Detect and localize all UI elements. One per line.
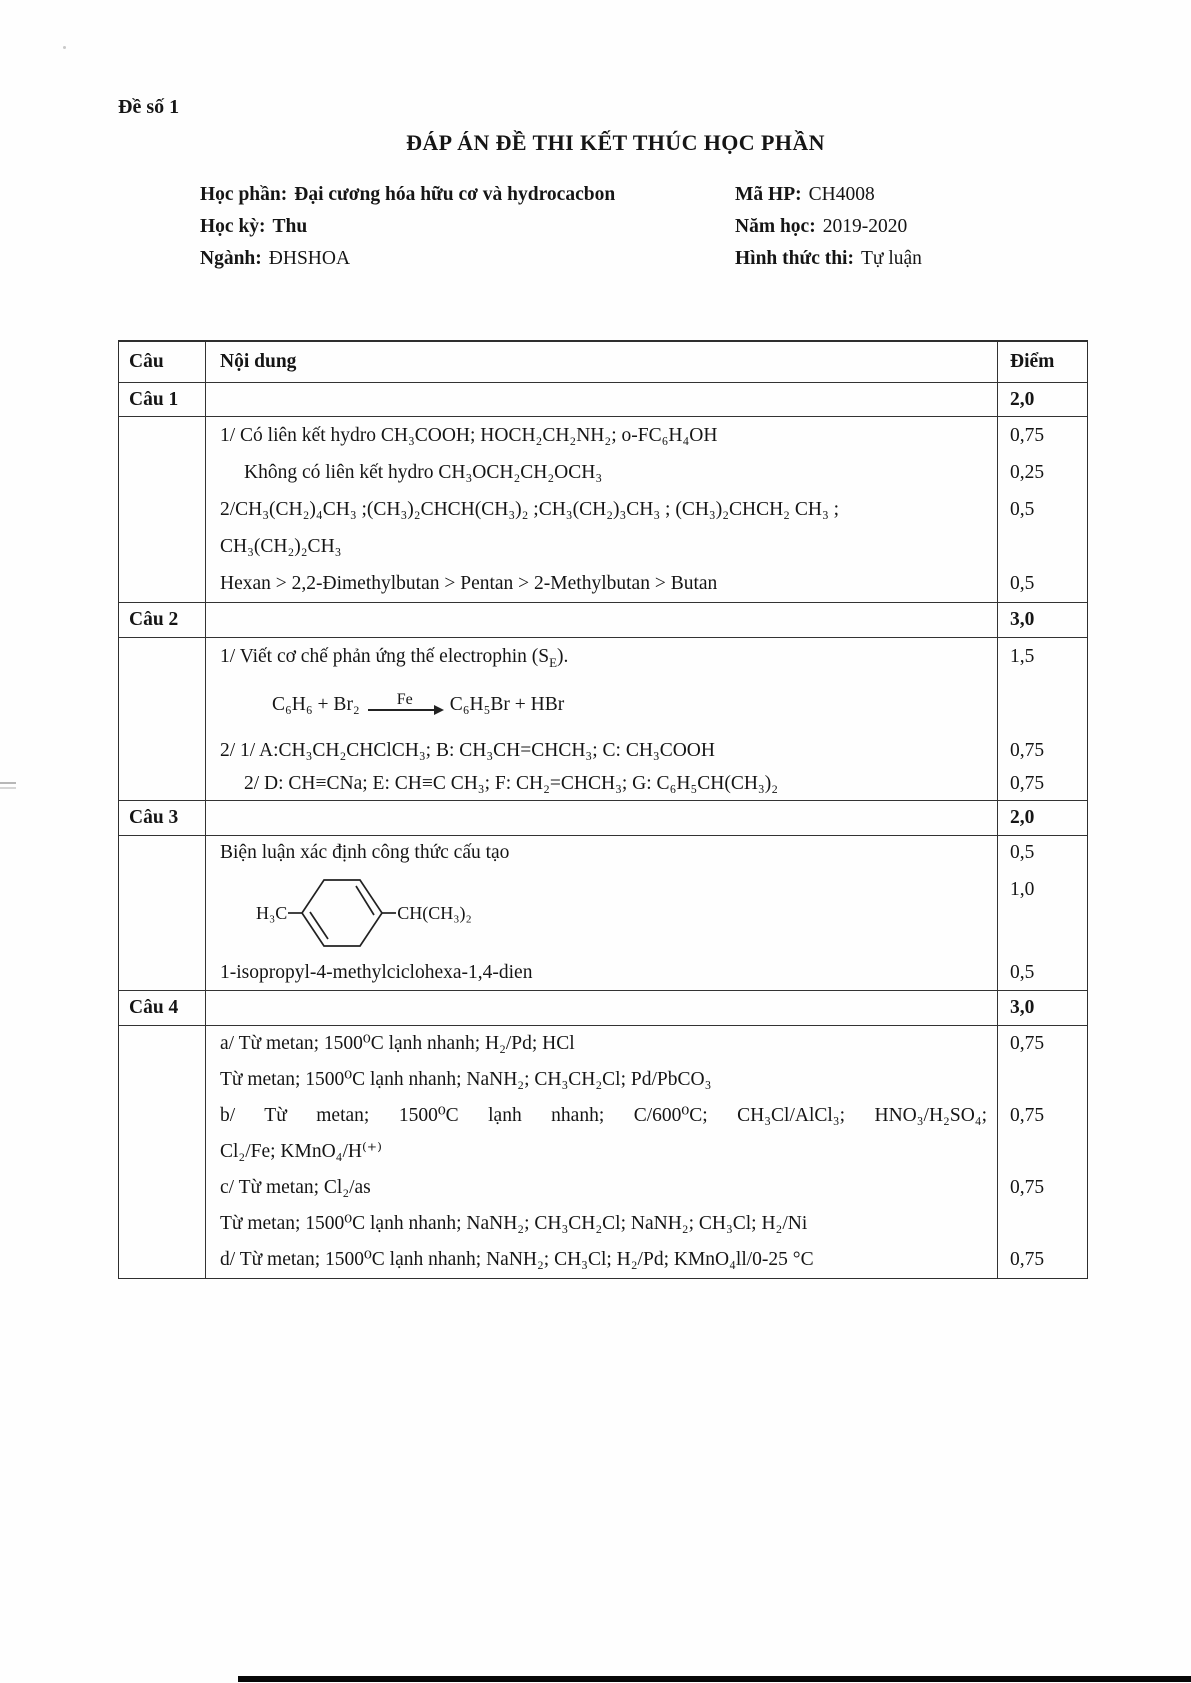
section-label: Câu 3 (129, 807, 179, 828)
answer-content (205, 836, 997, 990)
exam-meta (200, 184, 1100, 280)
answer-line: Cl₂/Fe; KMnO₄/H⁽⁺⁾ (220, 1141, 382, 1162)
content-row-cau2 (119, 637, 1087, 800)
subscript-text: E (549, 654, 558, 670)
reaction-left: C₆H₆ + Br₂ (272, 694, 360, 715)
answer-content (205, 1026, 997, 1278)
answer-line: 2/ D: CH≡CNa; E: CH≡C CH₃; F: CH₂=CHCH₃; G: C₆H₅CH(CH₃)₂ (244, 773, 779, 794)
table-header-row (119, 342, 1087, 382)
meta-label: Hình thức thi: (735, 248, 854, 269)
row-spacer (119, 417, 205, 602)
points-column (997, 417, 1087, 602)
answer-content (205, 638, 997, 800)
content-row-cau4 (119, 1025, 1087, 1278)
scan-artifact (0, 782, 16, 784)
meta-value: Đại cương hóa hữu cơ và hydrocacbon (294, 184, 616, 205)
points-column (997, 638, 1087, 800)
point-value: 0,75 (1010, 1249, 1045, 1270)
meta-hoc-ky (200, 216, 735, 238)
scan-artifact (238, 1676, 1191, 1682)
point-value: 0,75 (1010, 740, 1045, 761)
point-value: 0,5 (1010, 499, 1035, 520)
meta-value: CH4008 (808, 184, 875, 205)
answer-line: CH₃(CH₂)₂CH₃ (220, 536, 342, 557)
points-column (997, 836, 1087, 990)
meta-ma-hp (735, 184, 1100, 206)
answers-table (118, 340, 1088, 1279)
meta-value: Tự luận (860, 248, 922, 269)
section-total-points: 2,0 (997, 383, 1087, 416)
meta-row (200, 216, 1100, 238)
reaction-right: C₆H₅Br + HBr (449, 694, 565, 715)
section-spacer (205, 991, 997, 1025)
section-total-points: 3,0 (997, 603, 1087, 637)
answer-line: Biện luận xác định công thức cấu tạo (220, 842, 510, 863)
answer-line: 2/CH₃(CH₂)₄CH₃ ;(CH₃)₂CHCH(CH₃)₂ ;CH₃(CH₂)₃CH₃ ; (CH₃)₂CHCH₂ CH₃ ; (220, 499, 840, 520)
answer-line: 1-isopropyl-4-methylciclohexa-1,4-dien (220, 962, 533, 983)
column-header-noi-dung: Nội dung (205, 342, 997, 382)
answer-content (205, 417, 997, 602)
row-spacer (119, 1026, 205, 1278)
point-value: 0,25 (1010, 462, 1045, 483)
document-title: ĐÁP ÁN ĐỀ THI KẾT THÚC HỌC PHẦN (406, 130, 825, 155)
section-row-cau4 (119, 990, 1087, 1025)
exam-set-label: Đề số 1 (118, 96, 180, 118)
point-value: 0,5 (1010, 573, 1035, 594)
answer-text: ). (557, 646, 569, 667)
section-label: Câu 1 (129, 388, 179, 410)
answer-line: Từ metan; 1500⁰C lạnh nhanh; NaNH₂; CH₃CH₂Cl; NaNH₂; CH₃Cl; H₂/Ni (220, 1213, 808, 1234)
points-column (997, 1026, 1087, 1278)
point-value: 0,75 (1010, 773, 1045, 794)
answer-line: c/ Từ metan; Cl₂/as (220, 1177, 371, 1198)
scan-artifact (63, 46, 66, 49)
cyclohexadiene-ring-icon (287, 874, 397, 952)
point-value (1010, 528, 1083, 565)
section-spacer (205, 603, 997, 637)
methyl-group-label: H₃C (256, 902, 288, 923)
answer-text: 1/ Viết cơ chế phản ứng thế electrophin (S (220, 646, 550, 667)
reaction-equation (220, 676, 987, 734)
row-spacer (119, 638, 205, 800)
meta-label: Năm học: (735, 216, 816, 237)
section-spacer (205, 801, 997, 835)
isopropyl-group-label: CH(CH₃)₂ (397, 902, 472, 923)
point-value (1010, 1134, 1083, 1170)
point-value: 0,75 (1010, 1105, 1045, 1126)
answer-line: Không có liên kết hydro CH₃OCH₂CH₂OCH₃ (244, 462, 603, 483)
point-value: 1,5 (1010, 646, 1035, 667)
meta-hoc-phan (200, 184, 735, 206)
row-spacer (119, 836, 205, 990)
section-row-cau1 (119, 382, 1087, 416)
section-total-points: 3,0 (997, 991, 1087, 1025)
reaction-arrow (368, 692, 442, 718)
point-value: 0,5 (1010, 842, 1035, 863)
point-value: 0,75 (1010, 1033, 1045, 1054)
meta-label: Học kỳ: (200, 216, 266, 237)
answer-line: 1/ Có liên kết hydro CH₃COOH; HOCH₂CH₂NH₂; o-FC₆H₄OH (220, 425, 718, 446)
answer-line: b/ Từ metan; 1500⁰C lạnh nhanh; C/600⁰C; CH₃Cl/AlCl₃; HNO₃/H₂SO₄; (220, 1105, 987, 1126)
point-value (1010, 1206, 1083, 1242)
point-value: 0,5 (1010, 962, 1035, 983)
point-value (1010, 1062, 1083, 1098)
section-row-cau3 (119, 800, 1087, 835)
point-value: 0,75 (1010, 425, 1045, 446)
meta-value: Thu (272, 216, 308, 237)
meta-label: Mã HP: (735, 184, 802, 205)
section-row-cau2 (119, 602, 1087, 637)
point-value (1010, 676, 1083, 734)
section-label: Câu 2 (129, 609, 179, 630)
column-header-cau: Câu (129, 351, 164, 372)
answer-line (220, 638, 987, 676)
structure-line (220, 870, 987, 956)
answer-line: Hexan > 2,2-Đimethylbutan > Pentan > 2-Methylbutan > Butan (220, 573, 718, 594)
meta-nam-hoc (735, 216, 1100, 238)
section-label: Câu 4 (129, 997, 179, 1018)
chemical-structure (256, 870, 987, 956)
meta-label: Học phần: (200, 184, 288, 205)
meta-row (200, 184, 1100, 206)
meta-row (200, 248, 1100, 270)
answer-line: Từ metan; 1500⁰C lạnh nhanh; NaNH₂; CH₃CH₂Cl; Pd/PbCO₃ (220, 1069, 712, 1090)
meta-value: 2019-2020 (822, 216, 908, 237)
section-total-points: 2,0 (997, 801, 1087, 835)
meta-value: ĐHSHOA (268, 248, 351, 269)
meta-nganh (200, 248, 735, 270)
answer-line: a/ Từ metan; 1500⁰C lạnh nhanh; H₂/Pd; HCl (220, 1033, 575, 1054)
answer-line: d/ Từ metan; 1500⁰C lạnh nhanh; NaNH₂; CH₃Cl; H₂/Pd; KMnO₄ll/0-25 °C (220, 1249, 814, 1270)
point-value: 0,75 (1010, 1177, 1045, 1198)
meta-hinh-thuc-thi (735, 248, 1100, 270)
column-header-diem: Điểm (997, 342, 1087, 382)
section-spacer (205, 383, 997, 416)
meta-label: Ngành: (200, 248, 262, 269)
right-arrow-icon (368, 709, 442, 711)
point-value: 1,0 (1010, 879, 1035, 900)
content-row-cau3 (119, 835, 1087, 990)
catalyst-label: Fe (396, 691, 413, 708)
answer-line: 2/ 1/ A:CH₃CH₂CHClCH₃; B: CH₃CH=CHCH₃; C: CH₃COOH (220, 740, 715, 761)
content-row-cau1 (119, 416, 1087, 602)
